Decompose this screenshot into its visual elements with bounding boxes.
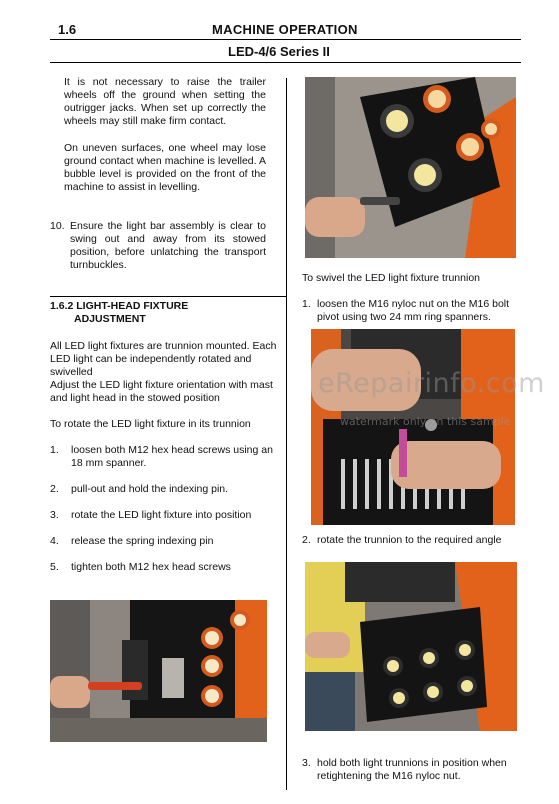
watermark-logo: eRepairinfo.com (318, 368, 545, 399)
trunnion-hold-photo (305, 562, 517, 731)
rotate-step-number: 5. (50, 561, 59, 573)
header-rule-bottom (50, 62, 521, 63)
swivel-step-text: loosen the M16 nyloc nut on the M16 bolt pivot using two 24 mm ring spanners. (317, 298, 510, 323)
rotate-step (50, 535, 282, 549)
swivel-step-text: rotate the trunnion to the required angle (317, 534, 502, 546)
section-subtitle: LED-4/6 Series II (228, 44, 330, 59)
rotate-step-text: pull-out and hold the indexing pin. (71, 483, 229, 495)
list-item-10 (50, 220, 270, 276)
header-rule-top (50, 39, 521, 40)
trunnion-intro-paragraph: All LED light fixtures are trunnion mounted. Each LED light can be independently rotated and swivelled (50, 340, 277, 378)
swivel-step (302, 757, 517, 785)
swivel-lead-paragraph: To swivel the LED light fixture trunnion (302, 272, 481, 284)
left-section-rule (50, 296, 286, 297)
rotate-step-text: loosen both M12 hex head screws using an 18 mm spanner. (71, 444, 273, 469)
uneven-surfaces-paragraph: On uneven surfaces, one wheel may lose ground contact when machine is levelled. A bubble level is provided on the front of the machine to assist in levelling. (64, 142, 266, 193)
list-item-10-number: 10. (50, 220, 65, 232)
rotate-step-number: 3. (50, 509, 59, 521)
section-number: 1.6 (58, 22, 77, 37)
rotate-step-number: 4. (50, 535, 59, 547)
led-fixture-photo-top (305, 77, 516, 258)
rotate-step-number: 1. (50, 444, 59, 456)
indexing-pin-photo (50, 600, 267, 742)
swivel-step-number: 2. (302, 534, 311, 546)
column-divider (286, 78, 287, 790)
rotate-step-text: tighten both M12 hex head screws (71, 561, 231, 573)
swivel-step (302, 298, 517, 326)
rotate-step-number: 2. (50, 483, 59, 495)
subsection-heading-line1: 1.6.2 LIGHT-HEAD FIXTURE (50, 300, 189, 312)
page-header (0, 0, 559, 70)
rotate-step-text: rotate the LED light fixture into position (71, 509, 252, 521)
swivel-step-number: 1. (302, 298, 311, 310)
swivel-step (302, 534, 517, 548)
rotate-step (50, 509, 282, 523)
rotate-step (50, 483, 282, 497)
swivel-step-number: 3. (302, 757, 311, 769)
adjust-paragraph: Adjust the LED light fixture orientation with mast and light head in the stowed position (50, 379, 273, 404)
swivel-step-text: hold both light trunnions in position when retightening the M16 nyloc nut. (317, 757, 507, 782)
rotate-step-text: release the spring indexing pin (71, 535, 214, 547)
section-title: MACHINE OPERATION (212, 22, 358, 37)
watermark-notice: watermark only on this sample (340, 415, 511, 428)
subsection-heading-line2: ADJUSTMENT (74, 313, 146, 325)
rotate-step (50, 444, 282, 472)
rotate-step (50, 561, 282, 575)
rotate-lead-paragraph: To rotate the LED light fixture in its trunnion (50, 418, 251, 430)
list-item-10-text: Ensure the light bar assembly is clear to swing out and away from its stowed position, before unlatching the transport turnbuckles. (70, 220, 266, 271)
trailer-wheels-paragraph: It is not necessary to raise the trailer wheels off the ground when setting the outrigger jacks. When set up correctly the wheels may still make firm contact. (64, 76, 266, 127)
